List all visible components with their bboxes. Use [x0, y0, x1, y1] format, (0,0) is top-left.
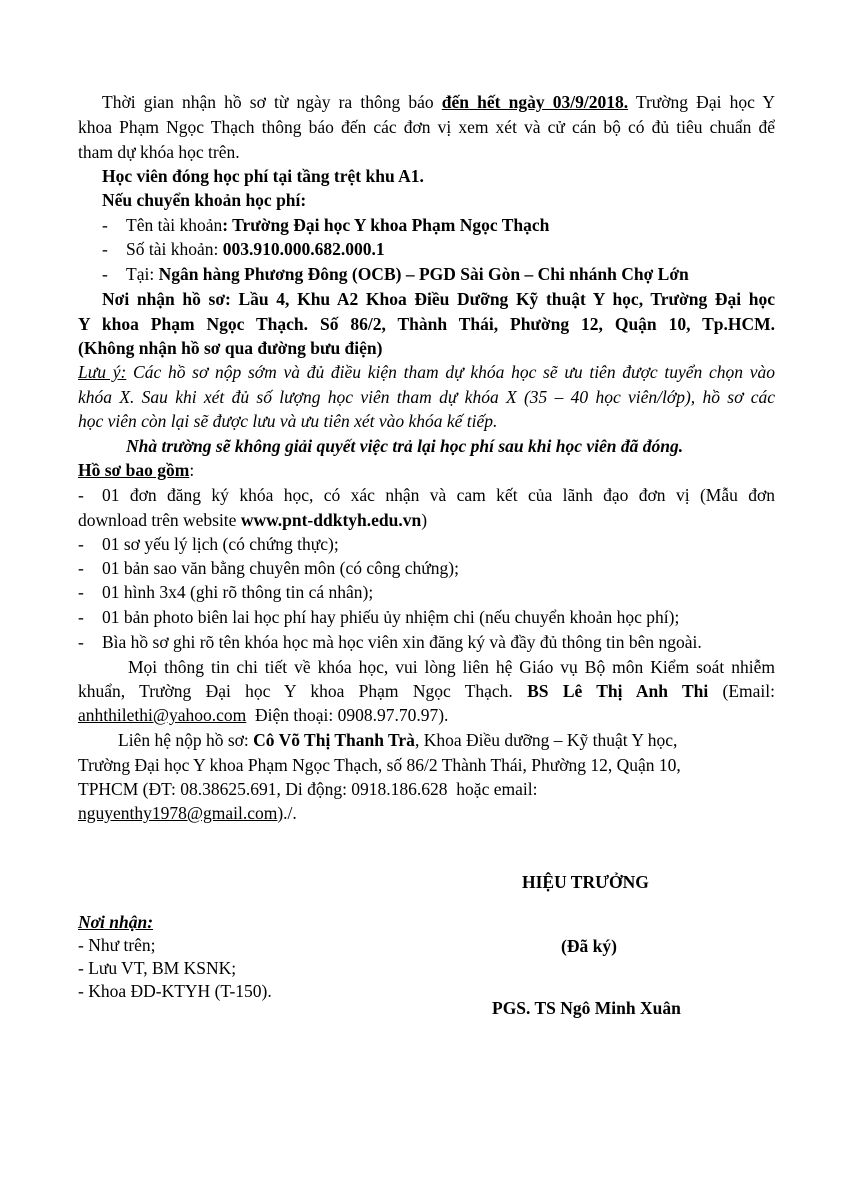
submit-place-line-1: Nơi nhận hồ sơ: Lầu 4, Khu A2 Khoa Điều Dưỡng Kỹ thuật Y học, Trường Đại học [102, 289, 775, 309]
doc-item-1-cont [78, 508, 427, 532]
intro-line-3: tham dự khóa học trên. [78, 142, 240, 162]
docs-title-colon: : [189, 460, 195, 480]
bullet: - [102, 264, 108, 284]
contact-phone: Điện thoại: 0908.97.70.97). [246, 705, 449, 725]
doc-item-6: Bìa hồ sơ ghi rõ tên khóa học mà học viên xin đăng ký và đầy đủ thông tin bên ngoài. [102, 632, 702, 652]
intro-text: Thời gian nhận hồ sơ từ ngày ra thông báo [102, 92, 442, 112]
signature-status: (Đã ký) [561, 936, 617, 956]
bullet: - [78, 558, 84, 578]
docs-title [78, 458, 194, 482]
account-name-label: Tên tài khoản [126, 215, 223, 235]
submit-contact-end: )./. [277, 803, 297, 823]
fee-place: Học viên đóng học phí tại tầng trệt khu A1. [102, 166, 424, 186]
account-name [126, 213, 549, 237]
submit-contact-line-1 [118, 728, 677, 752]
submit-contact-person: Cô Võ Thị Thanh Trà [253, 730, 415, 750]
bullet: - [78, 485, 84, 505]
doc-item-1-end: ) [421, 510, 428, 530]
account-number [126, 237, 385, 261]
recipient-1: - Như trên; [78, 935, 156, 955]
submit-contact-line-2: Trường Đại học Y khoa Phạm Ngọc Thạch, số 86/2 Thành Thái, Phường 12, Quận 10, [78, 755, 681, 775]
signature-title: HIỆU TRƯỞNG [522, 872, 649, 892]
contact-line-1: Mọi thông tin chi tiết về khóa học, vui lòng liên hệ Giáo vụ Bộ môn Kiểm soát nhiễm [128, 657, 775, 677]
contact-person: BS Lê Thị Anh Thi [527, 681, 709, 701]
note-text: Các hồ sơ nộp sớm và đủ điều kiện tham dự khóa học sẽ ưu tiên được tuyển chọn vào [126, 362, 776, 382]
transfer-title: Nếu chuyển khoản học phí: [102, 190, 307, 210]
refund-notice: Nhà trường sẽ không giải quyết việc trả lại học phí sau khi học viên đã đóng. [126, 436, 684, 456]
contact-line-3 [78, 703, 448, 727]
submit-contact-line-3: TPHCM (ĐT: 08.38625.691, Di động: 0918.186.628 hoặc email: [78, 779, 538, 799]
doc-item-3: 01 bản sao văn bằng chuyên môn (có công chứng); [102, 558, 459, 578]
bank [126, 262, 689, 286]
intro-line-1 [78, 90, 775, 114]
contact-line-2 [78, 679, 775, 703]
intro-text-end: Trường Đại học Y [628, 92, 775, 112]
bullet: - [78, 607, 84, 627]
bank-value: Ngân hàng Phương Đông (OCB) – PGD Sài Gòn – Chi nhánh Chợ Lớn [158, 264, 689, 284]
bank-label: Tại: [126, 264, 159, 284]
doc-item-1-text: download trên website [78, 510, 241, 530]
recipient-2: - Lưu VT, BM KSNK; [78, 958, 237, 978]
recipients-title: Nơi nhận: [78, 912, 154, 932]
signature-name: PGS. TS Ngô Minh Xuân [492, 998, 681, 1018]
note-label: Lưu ý: [78, 362, 127, 382]
recipient-3: - Khoa ĐD-KTYH (T-150). [78, 981, 272, 1001]
submit-contact-line-4 [78, 801, 297, 825]
account-number-label: Số tài khoản: [126, 239, 223, 259]
submit-place-line-3: (Không nhận hồ sơ qua đường bưu điện) [78, 338, 383, 358]
contact-text: khuẩn, Trường Đại học Y khoa Phạm Ngọc Thạch. [78, 681, 528, 701]
contact-email-link[interactable]: anhthilethi@yahoo.com [78, 705, 247, 725]
bullet: - [78, 632, 84, 652]
note-line-3: học viên còn lại sẽ được lưu và ưu tiên xét vào khóa kế tiếp. [78, 411, 498, 431]
submit-contact-label: Liên hệ nộp hồ sơ: [118, 730, 254, 750]
note-line-1 [78, 360, 775, 384]
submit-contact-email-link[interactable]: nguyenthy1978@gmail.com [78, 803, 278, 823]
account-number-value: 003.910.000.682.000.1 [222, 239, 385, 259]
intro-line-2: khoa Phạm Ngọc Thạch thông báo đến các đơn vị xem xét và cử cán bộ có đủ tiêu chuẩn để [78, 117, 775, 137]
bullet: - [78, 534, 84, 554]
doc-item-2: 01 sơ yếu lý lịch (có chứng thực); [102, 534, 339, 554]
bullet: - [102, 215, 108, 235]
doc-item-5: 01 bản photo biên lai học phí hay phiếu ủy nhiệm chi (nếu chuyển khoản học phí); [102, 607, 680, 627]
doc-item-4: 01 hình 3x4 (ghi rõ thông tin cá nhân); [102, 582, 374, 602]
deadline-text: đến hết ngày 03/9/2018. [441, 92, 629, 112]
docs-title-text: Hồ sơ bao gồm [78, 460, 190, 480]
bullet: - [102, 239, 108, 259]
website-link[interactable]: www.pnt-ddktyh.edu.vn [240, 510, 422, 530]
note-line-2: khóa X. Sau khi xét đủ số lượng học viên tham dự khóa X (35 – 40 học viên/lớp), hồ sơ các [78, 387, 775, 407]
submit-place-line-2: Y khoa Phạm Ngọc Thạch. Số 86/2, Thành Thái, Phường 12, Quận 10, Tp.HCM. [78, 314, 775, 334]
bullet: - [78, 582, 84, 602]
submit-contact-dept: , Khoa Điều dưỡng – Kỹ thuật Y học, [414, 730, 678, 750]
contact-email-label: (Email: [708, 681, 776, 701]
doc-item-1: 01 đơn đăng ký khóa học, có xác nhận và cam kết của lãnh đạo đơn vị (Mẫu đơn [102, 485, 775, 505]
account-name-value: : Trường Đại học Y khoa Phạm Ngọc Thạch [222, 215, 550, 235]
